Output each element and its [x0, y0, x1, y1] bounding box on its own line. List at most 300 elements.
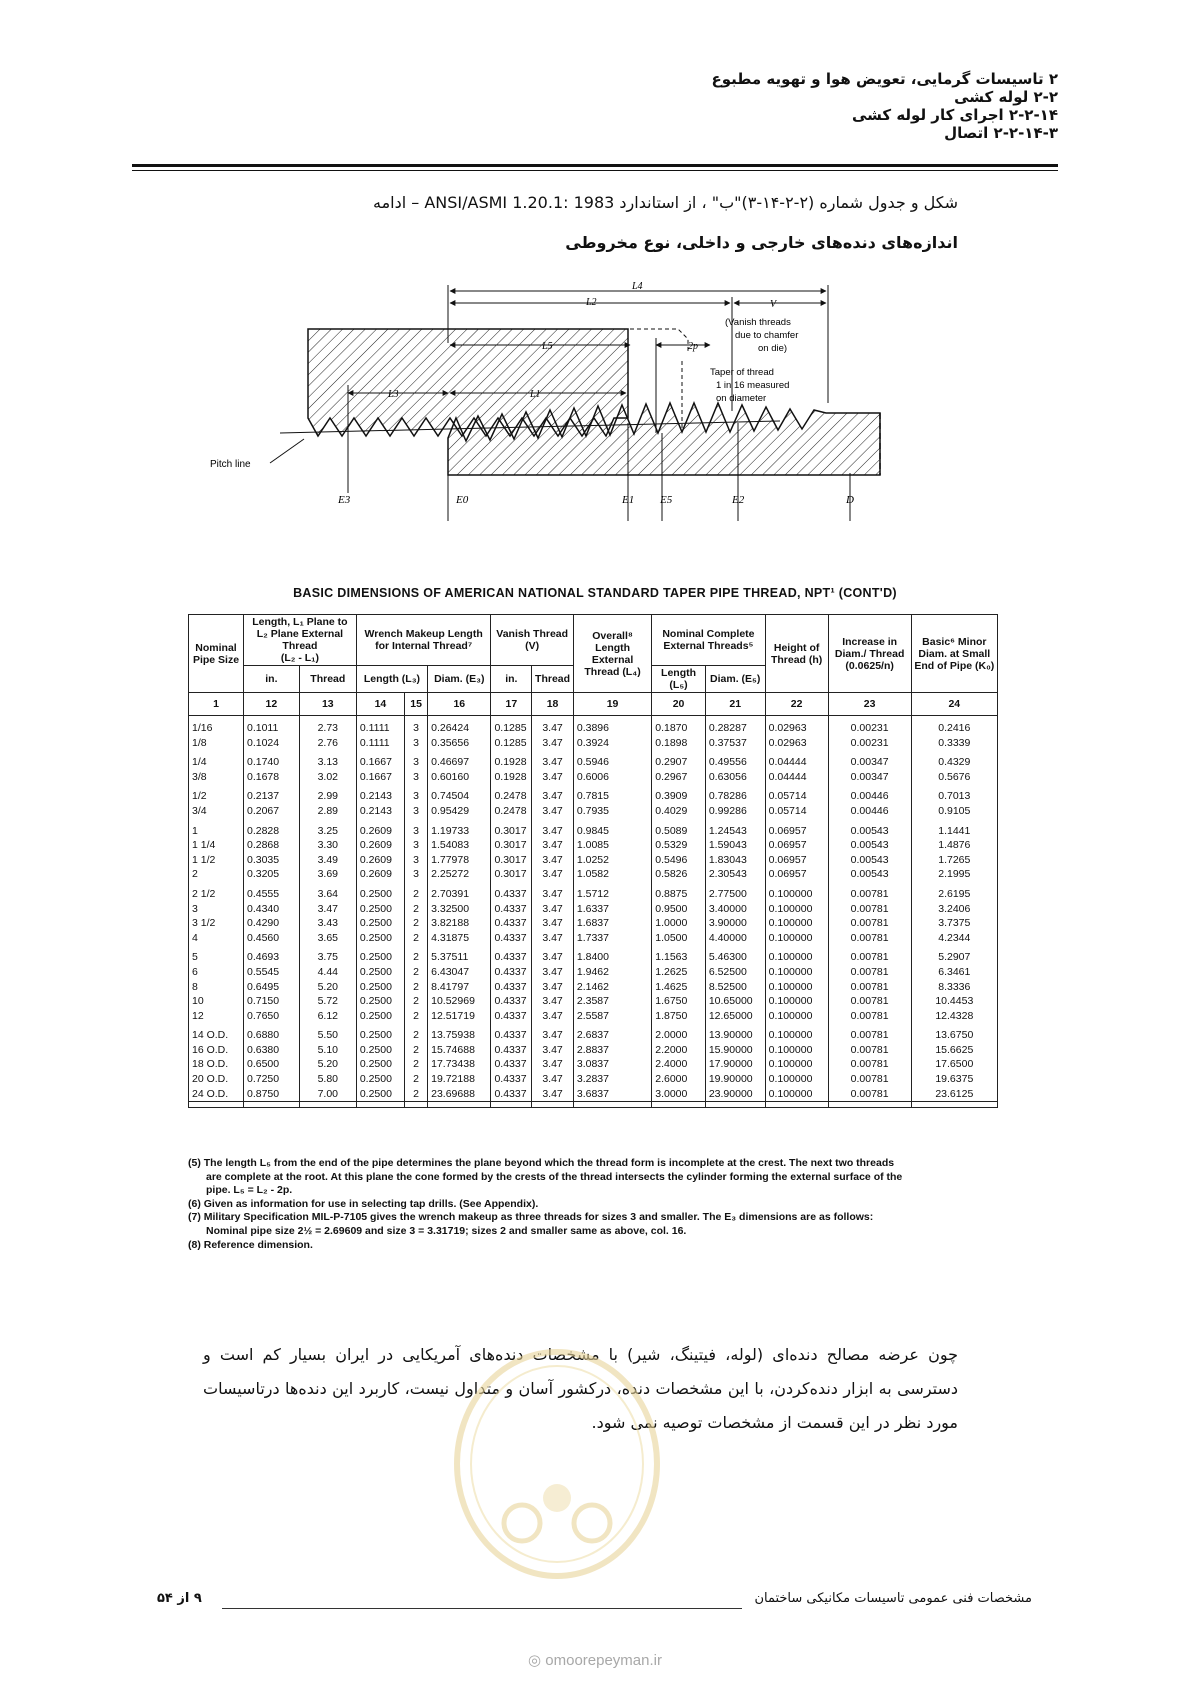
table-cell: 0.3896: [573, 721, 651, 736]
label-L2: L2: [586, 297, 597, 308]
table-cell: 0.35656: [428, 736, 491, 751]
table-cell: 3: [405, 867, 428, 882]
table-row: [189, 853, 998, 868]
table-row: [189, 1043, 998, 1058]
table-cell: 0.7150: [244, 994, 300, 1009]
table-cell: 1.1441: [911, 824, 997, 839]
table-cell: 0.100000: [765, 916, 828, 931]
table-cell: 0.4337: [491, 1043, 532, 1058]
table-cell: 0.8875: [652, 887, 706, 902]
table-cell: 0.4290: [244, 916, 300, 931]
table-cell: 2: [405, 902, 428, 917]
table-cell: 5.10: [299, 1043, 356, 1058]
header-overall: Overall⁸ Length External Thread (L₄): [573, 615, 651, 693]
column-number: 23: [828, 693, 911, 716]
table-cell: 2: [405, 1057, 428, 1072]
table-cell: 0.00231: [828, 736, 911, 751]
table-cell: 0.9105: [911, 804, 997, 819]
table-cell: 0.2500: [356, 1057, 404, 1072]
table-cell: 3.0837: [573, 1057, 651, 1072]
column-number: 13: [299, 693, 356, 716]
table-cell: 0.78286: [705, 789, 765, 804]
label-taper-2: 1 in 16 measured: [716, 380, 790, 391]
table-cell: 3: [405, 736, 428, 751]
label-L5: L5: [542, 341, 553, 352]
group-spacer: [189, 1102, 998, 1108]
table-cell: 0.00231: [828, 721, 911, 736]
table-cell: 4.40000: [705, 931, 765, 946]
table-cell: 0.6006: [573, 770, 651, 785]
table-cell: 2: [405, 994, 428, 1009]
table-cell: 0.4029: [652, 804, 706, 819]
table-cell: 0.1870: [652, 721, 706, 736]
table-cell: 0.7250: [244, 1072, 300, 1087]
table-cell: 0.2143: [356, 804, 404, 819]
table-cell: 0.7935: [573, 804, 651, 819]
row-pipe-size: 4: [189, 931, 244, 946]
table-cell: 0.2478: [491, 804, 532, 819]
table-cell: 0.4337: [491, 950, 532, 965]
header-basic: Basic⁶ Minor Diam. at Small End of Pipe (K₀): [911, 615, 997, 693]
table-cell: 1.24543: [705, 824, 765, 839]
page-header: [711, 70, 1058, 142]
table-cell: 23.6125: [911, 1087, 997, 1102]
npt-dimensions-table: [188, 614, 998, 1108]
table-cell: 15.74688: [428, 1043, 491, 1058]
label-L4: L4: [632, 281, 643, 292]
table-cell: 12.65000: [705, 1009, 765, 1024]
table-cell: 0.2500: [356, 994, 404, 1009]
table-cell: 17.73438: [428, 1057, 491, 1072]
table-cell: 0.2500: [356, 916, 404, 931]
table-cell: 0.1667: [356, 755, 404, 770]
table-cell: 2.0000: [652, 1028, 706, 1043]
table-cell: 0.00781: [828, 980, 911, 995]
table-cell: 0.3924: [573, 736, 651, 751]
table-cell: 3.47: [532, 1043, 574, 1058]
table-cell: 0.2500: [356, 1072, 404, 1087]
row-pipe-size: 16 O.D.: [189, 1043, 244, 1058]
table-cell: 0.100000: [765, 1057, 828, 1072]
table-cell: 0.2500: [356, 887, 404, 902]
table-cell: 0.00781: [828, 965, 911, 980]
table-cell: 3.0000: [652, 1087, 706, 1102]
table-cell: 3.49: [299, 853, 356, 868]
table-row: [189, 994, 998, 1009]
label-L3: L3: [388, 389, 399, 400]
note-5-cont: are complete at the root. At this plane the cone formed by the crests of the thread intersects the cylinder forming the external surface of the: [206, 1170, 903, 1183]
table-cell: 5.72: [299, 994, 356, 1009]
table-cell: 0.5826: [652, 867, 706, 882]
table-row: [189, 931, 998, 946]
table-cell: 1.0085: [573, 838, 651, 853]
table-cell: 0.3035: [244, 853, 300, 868]
table-cell: 1.54083: [428, 838, 491, 853]
label-E3: E3: [338, 494, 351, 506]
watermark-url: ◎ omoorepeyman.ir: [528, 1652, 662, 1669]
table-cell: 0.100000: [765, 950, 828, 965]
spacer-cell: [705, 1102, 765, 1108]
column-number: 21: [705, 693, 765, 716]
row-pipe-size: 3/8: [189, 770, 244, 785]
row-pipe-size: 24 O.D.: [189, 1087, 244, 1102]
table-cell: 1.9462: [573, 965, 651, 980]
row-pipe-size: 18 O.D.: [189, 1057, 244, 1072]
table-cell: 1.59043: [705, 838, 765, 853]
table-cell: 1.6750: [652, 994, 706, 1009]
label-E1: E1: [622, 494, 635, 506]
table-cell: 0.00781: [828, 902, 911, 917]
table-cell: 6.43047: [428, 965, 491, 980]
table-row: [189, 1087, 998, 1102]
table-cell: 1.1563: [652, 950, 706, 965]
table-cell: 13.6750: [911, 1028, 997, 1043]
table-row: [189, 838, 998, 853]
row-pipe-size: 3: [189, 902, 244, 917]
table-cell: 0.1111: [356, 736, 404, 751]
table-cell: 0.6880: [244, 1028, 300, 1043]
table-cell: 3.47: [532, 950, 574, 965]
row-pipe-size: 3 1/2: [189, 916, 244, 931]
table-cell: 15.6625: [911, 1043, 997, 1058]
column-number: 1: [189, 693, 244, 716]
table-cell: 17.6500: [911, 1057, 997, 1072]
table-cell: 0.4337: [491, 980, 532, 995]
watermark-seal: [452, 1348, 662, 1580]
table-cell: 0.06957: [765, 838, 828, 853]
table-cell: 0.2500: [356, 965, 404, 980]
table-cell: 5.46300: [705, 950, 765, 965]
table-cell: 1.77978: [428, 853, 491, 868]
table-row: [189, 902, 998, 917]
row-pipe-size: 1/4: [189, 755, 244, 770]
table-cell: 2: [405, 980, 428, 995]
table-cell: 0.100000: [765, 1072, 828, 1087]
table-cell: 3.47: [532, 824, 574, 839]
table-cell: 3: [405, 789, 428, 804]
table-cell: 3: [405, 755, 428, 770]
header-thread: Thread: [299, 666, 356, 693]
table-cell: 0.3017: [491, 838, 532, 853]
table-cell: 0.2500: [356, 980, 404, 995]
table-row: [189, 736, 998, 751]
table-cell: 0.63056: [705, 770, 765, 785]
label-vanish-2: due to chamfer: [735, 330, 799, 341]
spacer-cell: [299, 1102, 356, 1108]
table-cell: 0.4337: [491, 931, 532, 946]
table-cell: 19.72188: [428, 1072, 491, 1087]
table-cell: 4.31875: [428, 931, 491, 946]
table-cell: 0.00781: [828, 931, 911, 946]
table-cell: 12.51719: [428, 1009, 491, 1024]
table-cell: 0.00446: [828, 789, 911, 804]
header-nominal-complete: Nominal Complete External Threads⁵: [652, 615, 765, 666]
table-cell: 0.4337: [491, 1028, 532, 1043]
table-cell: 0.06957: [765, 867, 828, 882]
table-cell: 0.00781: [828, 1028, 911, 1043]
table-cell: 0.2500: [356, 950, 404, 965]
table-cell: 3.47: [532, 721, 574, 736]
table-cell: 0.2868: [244, 838, 300, 853]
table-cell: 3: [405, 838, 428, 853]
table-cell: 3: [405, 770, 428, 785]
table-cell: 2: [405, 965, 428, 980]
table-cell: 2: [405, 950, 428, 965]
table-cell: 0.1011: [244, 721, 300, 736]
table-cell: 0.2500: [356, 1028, 404, 1043]
table-cell: 3.2837: [573, 1072, 651, 1087]
spacer-cell: [828, 1102, 911, 1108]
row-pipe-size: 6: [189, 965, 244, 980]
table-cell: 3.47: [532, 994, 574, 1009]
table-cell: 3.47: [532, 887, 574, 902]
row-pipe-size: 1/8: [189, 736, 244, 751]
table-cell: 0.3017: [491, 824, 532, 839]
table-cell: 3.47: [532, 902, 574, 917]
table-cell: 2.70391: [428, 887, 491, 902]
table-row: [189, 770, 998, 785]
table-cell: 0.100000: [765, 902, 828, 917]
table-cell: 23.69688: [428, 1087, 491, 1102]
table-cell: 0.2500: [356, 1043, 404, 1058]
table-cell: 0.2500: [356, 1087, 404, 1102]
table-cell: 1.7265: [911, 853, 997, 868]
table-cell: 0.1678: [244, 770, 300, 785]
table-cell: 1.0252: [573, 853, 651, 868]
table-cell: 0.6500: [244, 1057, 300, 1072]
table-cell: 0.2609: [356, 824, 404, 839]
table-cell: 0.100000: [765, 1009, 828, 1024]
spacer-cell: [356, 1102, 404, 1108]
table-cell: 2.89: [299, 804, 356, 819]
table-row: [189, 755, 998, 770]
table-cell: 3.47: [532, 867, 574, 882]
table-row: [189, 1057, 998, 1072]
table-cell: 0.00781: [828, 916, 911, 931]
table-row: [189, 1072, 998, 1087]
table-cell: 0.1928: [491, 770, 532, 785]
table-cell: 0.2500: [356, 931, 404, 946]
table-cell: 3.47: [532, 980, 574, 995]
table-cell: 0.1285: [491, 721, 532, 736]
table-cell: 0.74504: [428, 789, 491, 804]
table-cell: 23.90000: [705, 1087, 765, 1102]
table-cell: 5.20: [299, 1057, 356, 1072]
table-cell: 1.4876: [911, 838, 997, 853]
table-cell: 0.4329: [911, 755, 997, 770]
table-cell: 3.47: [532, 931, 574, 946]
table-cell: 0.1898: [652, 736, 706, 751]
table-cell: 0.99286: [705, 804, 765, 819]
table-cell: 5.50: [299, 1028, 356, 1043]
table-row: [189, 804, 998, 819]
table-cell: 0.2609: [356, 838, 404, 853]
column-number: 24: [911, 693, 997, 716]
table-cell: 0.06957: [765, 853, 828, 868]
table-cell: 3.7375: [911, 916, 997, 931]
footer-doc-title: مشخصات فنی عمومی تاسیسات مکانیکی ساختمان: [754, 1591, 1032, 1606]
header-wrench-diam: Diam. (E₃): [428, 666, 491, 693]
table-cell: 0.00781: [828, 887, 911, 902]
table-cell: 3.25: [299, 824, 356, 839]
table-cell: 3.30: [299, 838, 356, 853]
table-cell: 2.6195: [911, 887, 997, 902]
table-cell: 0.00781: [828, 1009, 911, 1024]
table-cell: 3.90000: [705, 916, 765, 931]
row-pipe-size: 14 O.D.: [189, 1028, 244, 1043]
table-row: [189, 1028, 998, 1043]
table-cell: 3.43: [299, 916, 356, 931]
table-cell: 0.00781: [828, 1043, 911, 1058]
table-cell: 0.5946: [573, 755, 651, 770]
table-cell: 3.64: [299, 887, 356, 902]
table-cell: 0.1740: [244, 755, 300, 770]
note-5-cont2: pipe. L₅ = L₂ - 2p.: [206, 1184, 293, 1197]
table-row: [189, 789, 998, 804]
table-cell: 0.5089: [652, 824, 706, 839]
table-cell: 19.90000: [705, 1072, 765, 1087]
table-cell: 3.47: [532, 770, 574, 785]
table-cell: 0.06957: [765, 824, 828, 839]
table-cell: 0.7013: [911, 789, 997, 804]
row-pipe-size: 1 1/4: [189, 838, 244, 853]
header-line-4: ۲-۲-۱۴-۳ اتصال: [944, 124, 1058, 142]
table-cell: 0.60160: [428, 770, 491, 785]
header-nc-diam: Diam. (E₅): [705, 666, 765, 693]
table-cell: 3.69: [299, 867, 356, 882]
table-cell: 0.3339: [911, 736, 997, 751]
label-E0: E0: [456, 494, 469, 506]
label-D: D: [846, 494, 854, 506]
table-cell: 2.5587: [573, 1009, 651, 1024]
table-cell: 0.00543: [828, 867, 911, 882]
table-cell: 0.1285: [491, 736, 532, 751]
table-row: [189, 887, 998, 902]
table-cell: 0.00543: [828, 838, 911, 853]
table-cell: 3.47: [532, 838, 574, 853]
table-cell: 0.4337: [491, 1087, 532, 1102]
table-cell: 0.5545: [244, 965, 300, 980]
table-cell: 1.8750: [652, 1009, 706, 1024]
table-cell: 3: [405, 804, 428, 819]
table-cell: 3.6837: [573, 1087, 651, 1102]
table-cell: 0.1111: [356, 721, 404, 736]
table-cell: 15.90000: [705, 1043, 765, 1058]
table-cell: 0.4555: [244, 887, 300, 902]
column-number: 18: [532, 693, 574, 716]
header-wrench-length: Length (L₃): [356, 666, 427, 693]
table-cell: 5.20: [299, 980, 356, 995]
table-cell: 0.00543: [828, 853, 911, 868]
row-pipe-size: 8: [189, 980, 244, 995]
table-cell: 0.100000: [765, 980, 828, 995]
column-number: 15: [405, 693, 428, 716]
table-cell: 17.90000: [705, 1057, 765, 1072]
table-cell: 2: [405, 1028, 428, 1043]
header-height: Height of Thread (h): [765, 615, 828, 693]
table-cell: 2.6837: [573, 1028, 651, 1043]
table-cell: 10.65000: [705, 994, 765, 1009]
table-cell: 8.52500: [705, 980, 765, 995]
table-body: [189, 693, 998, 1108]
table-cell: 1.6837: [573, 916, 651, 931]
table-cell: 2: [405, 887, 428, 902]
table-cell: 3.47: [532, 853, 574, 868]
table-cell: 0.4337: [491, 994, 532, 1009]
label-E2: E2: [732, 494, 745, 506]
table-row: [189, 916, 998, 931]
table-cell: 10.52969: [428, 994, 491, 1009]
header-nominal: Nominal Pipe Size: [189, 615, 244, 693]
spacer-cell: [189, 1102, 244, 1108]
label-2p: 2p: [688, 341, 698, 352]
column-number: 19: [573, 693, 651, 716]
table-row: [189, 867, 998, 882]
table-title: BASIC DIMENSIONS OF AMERICAN NATIONAL STANDARD TAPER PIPE THREAD, NPT¹ (CONT'D): [293, 586, 897, 600]
table-cell: 2.3587: [573, 994, 651, 1009]
table-cell: 0.9845: [573, 824, 651, 839]
table-cell: 0.4337: [491, 1072, 532, 1087]
table-cell: 3.02: [299, 770, 356, 785]
table-cell: 0.4340: [244, 902, 300, 917]
table-cell: 3.65: [299, 931, 356, 946]
table-cell: 0.46697: [428, 755, 491, 770]
table-cell: 10.4453: [911, 994, 997, 1009]
table-cell: 0.2907: [652, 755, 706, 770]
column-number: 17: [491, 693, 532, 716]
table-cell: 0.100000: [765, 1087, 828, 1102]
table-cell: 0.05714: [765, 804, 828, 819]
table-cell: 6.52500: [705, 965, 765, 980]
table-cell: 13.90000: [705, 1028, 765, 1043]
row-pipe-size: 5: [189, 950, 244, 965]
table-cell: 0.00347: [828, 770, 911, 785]
note-8: (8) Reference dimension.: [188, 1238, 313, 1251]
label-vanish-3: on die): [758, 343, 788, 354]
table-cell: 2.77500: [705, 887, 765, 902]
table-cell: 2: [405, 1043, 428, 1058]
header-line-1: ۲ تاسیسات گرمایی، تعویض هوا و تهویه مطبوع: [711, 70, 1058, 88]
table-cell: 0.2143: [356, 789, 404, 804]
table-cell: 2: [405, 1087, 428, 1102]
label-taper-3: on diameter: [716, 393, 767, 404]
table-cell: 1.2625: [652, 965, 706, 980]
table-cell: 0.37537: [705, 736, 765, 751]
table-cell: 2.8837: [573, 1043, 651, 1058]
table-cell: 1.6337: [573, 902, 651, 917]
table-cell: 0.4693: [244, 950, 300, 965]
header-length-l1: Length, L₁ Plane to L₂ Plane External Thread (L₂ - L₁): [244, 615, 357, 666]
spacer-cell: [573, 1102, 651, 1108]
table-cell: 2: [405, 1072, 428, 1087]
table-cell: 8.41797: [428, 980, 491, 995]
table-cell: 0.100000: [765, 965, 828, 980]
table-cell: 3.13: [299, 755, 356, 770]
table-cell: 3: [405, 721, 428, 736]
table-cell: 3.47: [299, 902, 356, 917]
table-cell: 0.00781: [828, 1087, 911, 1102]
row-pipe-size: 10: [189, 994, 244, 1009]
table-cell: 6.3461: [911, 965, 997, 980]
table-cell: 0.00781: [828, 1072, 911, 1087]
row-pipe-size: 3/4: [189, 804, 244, 819]
note-5: (5) The length L₅ from the end of the pipe determines the plane beyond which the thread form is incomplete at the crest. The next two threads: [188, 1157, 895, 1169]
table-cell: 0.4337: [491, 902, 532, 917]
table-cell: 0.00347: [828, 755, 911, 770]
table-cell: 2: [405, 1009, 428, 1024]
label-L1: L1: [530, 389, 541, 400]
table-cell: 0.3205: [244, 867, 300, 882]
